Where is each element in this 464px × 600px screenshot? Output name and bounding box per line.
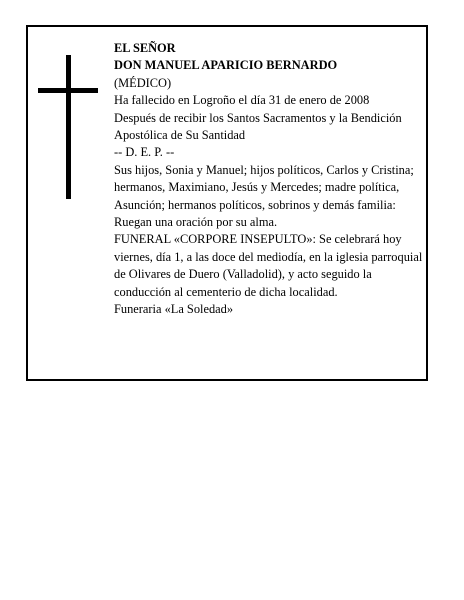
funeral-details: FUNERAL «CORPORE INSEPULTO»: Se celebrará hoy viernes, día 1, a las doce del mediodía, en la iglesia parroquial de Olivares de Duero (Valladolid), y acto seguido la conducción al cementerio de dicha localidad. [114,232,423,299]
title-line-1: EL SEÑOR [114,41,176,55]
cross-icon [38,55,98,199]
rip: -- D. E. P. -- [114,145,175,160]
profession: (MÉDICO) [114,75,172,90]
cross-vertical-bar [66,55,71,199]
deceased-name: DON MANUEL APARICIO BERNARDO [114,58,338,73]
funeral-home: Funeraria «La Soledad» [114,302,234,317]
family-list: Sus hijos, Sonia y Manuel; hijos políticos, Carlos y Cristina; hermanos, Maximiano, Jesús y Mercedes; madre política, Asunción; hermanos políticos, sobrinos y demás familia: [114,162,414,212]
obituary-text [114,40,426,319]
obituary-frame [26,25,428,381]
sacraments-note: Después de recibir los Santos Sacramentos y la Bendición Apostólica de Su Santidad [114,110,402,143]
prayer-request: Ruegan una oración por su alma. [114,215,278,230]
cross-horizontal-bar [38,88,98,93]
death-notice: Ha fallecido en Logroño el día 31 de enero de 2008 [114,93,370,108]
